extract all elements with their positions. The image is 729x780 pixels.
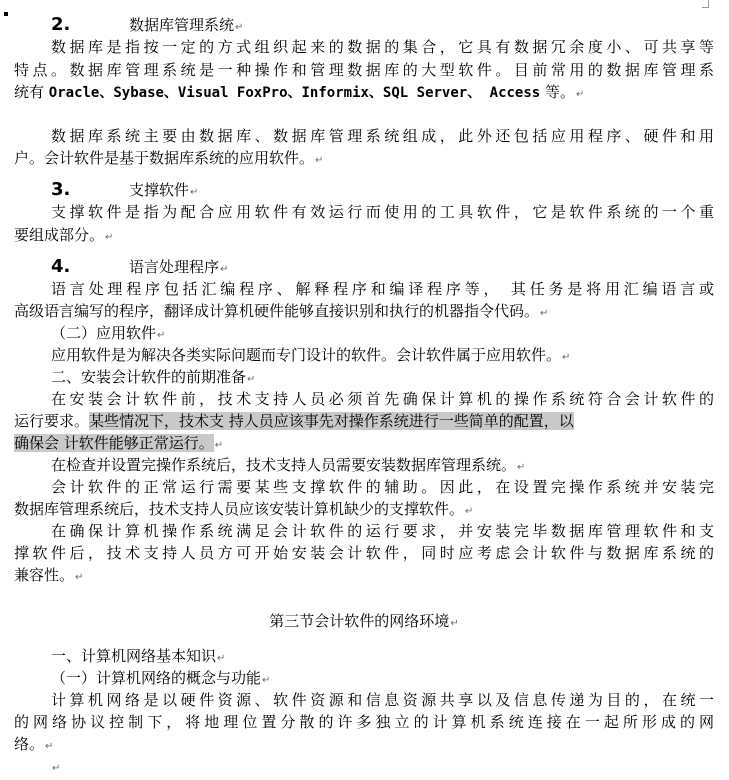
paragraph-mark-icon: ↵ bbox=[576, 89, 585, 100]
paragraph-mark-icon: ↵ bbox=[214, 440, 224, 451]
paragraph-line: 在确保计算机操作系统满足会计软件的运行要求，并安装完毕数据库管理软件和支 bbox=[51, 522, 714, 540]
subsection-title: （二）应用软件 bbox=[51, 324, 157, 342]
paragraph-mark-icon: ↵ bbox=[235, 22, 244, 33]
paragraph-mark-icon: ↵ bbox=[220, 264, 229, 275]
paragraph-line: 在安装会计软件前，技术支持人员必须首先确保计算机的操作系统符合会计软件的 bbox=[51, 390, 714, 408]
paragraph-mark-icon: ↵ bbox=[465, 506, 474, 517]
line-text: 兼容性。 bbox=[14, 566, 75, 584]
line-text: 户。会计软件是基于数据库系统的应用软件。 bbox=[14, 149, 315, 167]
section-title: 一、计算机网络基本知识 bbox=[51, 647, 217, 665]
paragraph-line bbox=[14, 81, 714, 106]
paragraph-mark-icon: ↵ bbox=[157, 330, 166, 341]
heading-number: 3. bbox=[51, 179, 71, 200]
paragraph-mark-icon: ↵ bbox=[450, 618, 459, 629]
line-text: 等。 bbox=[540, 83, 575, 101]
paragraph-line: 的网络协议控制下，将地理位置分散的许多独立的计算机系统连接在一起所形成的网 bbox=[14, 713, 714, 731]
line-text: 数据库管理系统后，技术支持人员应该安装计算机缺少的支撑软件。 bbox=[14, 500, 465, 518]
paragraph-mark-icon: ↵ bbox=[217, 653, 226, 664]
paragraph-line: 计算机网络是以硬件资源、软件资源和信息资源共享以及信息传递为目的，在统一 bbox=[51, 691, 714, 709]
selected-text[interactable]: 确保会 计软件能够正常运行。 bbox=[14, 434, 214, 452]
paragraph-mark-icon: ↵ bbox=[190, 187, 199, 198]
line-text: 统有 bbox=[14, 83, 49, 101]
software-names: Oracle、Sybase、Visual FoxPro、Informix、SQL Server、 Access bbox=[48, 85, 541, 101]
paragraph-mark-icon: ↵ bbox=[247, 374, 256, 385]
paragraph-mark-icon: ↵ bbox=[45, 741, 54, 752]
paragraph-mark-icon: ↵ bbox=[315, 155, 324, 166]
heading-title: 支撑软件 bbox=[129, 181, 190, 199]
line-text: 运行要求。 bbox=[14, 412, 90, 430]
paragraph-line: 数据库是指按一定的方式组织起来的数据的集合，它具有数据冗余度小、可共享等 bbox=[51, 38, 714, 56]
paragraph-mark-icon: ↵ bbox=[52, 763, 61, 774]
selected-text[interactable]: 某些情况下，技术支 持人员应该事先对操作系统进行一些简单的配置，以 bbox=[89, 412, 574, 430]
paragraph-mark-icon: ↵ bbox=[105, 232, 114, 243]
subsection-title: （一）计算机网络的概念与功能 bbox=[51, 669, 262, 687]
section-title: 二、安装会计软件的前期准备 bbox=[51, 368, 247, 386]
heading-number: 4. bbox=[51, 256, 71, 277]
empty-paragraph bbox=[14, 755, 714, 780]
line-text: 应用软件是为解决各类实际问题而专门设计的软件。会计软件属于应用软件。 bbox=[51, 346, 562, 364]
paragraph-mark-icon: ↵ bbox=[540, 308, 549, 319]
paragraph-mark-icon: ↵ bbox=[517, 462, 526, 473]
bullet-marker bbox=[4, 12, 8, 16]
paragraph-mark-icon: ↵ bbox=[75, 572, 84, 583]
paragraph-line: 数据库系统主要由数据库、数据库管理系统组成，此外还包括应用程序、硬件和用 bbox=[51, 127, 714, 145]
heading-title: 数据库管理系统 bbox=[129, 16, 235, 34]
paragraph-line bbox=[14, 147, 714, 172]
paragraph-line: 支撑软件是指为配合应用软件有效运行而使用的工具软件，它是软件系统的一个重 bbox=[51, 203, 714, 221]
page-corner-mark-horizontal bbox=[702, 7, 709, 8]
paragraph-line bbox=[14, 564, 714, 589]
line-text: 在检查并设置完操作系统后，技术支持人员需要安装数据库管理系统。 bbox=[51, 456, 517, 474]
line-text: 络。 bbox=[14, 735, 45, 753]
paragraph-line: 会计软件的正常运行需要某些支撑软件的辅助。因此，在设置完操作系统并安装完 bbox=[51, 478, 714, 496]
paragraph-line: 特点。数据库管理系统是一种操作和管理数据库的大型软件。目前常用的数据库管理系 bbox=[14, 61, 714, 79]
paragraph-mark-icon: ↵ bbox=[562, 352, 571, 363]
chapter-heading bbox=[14, 610, 714, 635]
paragraph-line bbox=[14, 410, 714, 432]
paragraph-line: 撑软件后，技术支持人员方可开始安装会计软件，同时应考虑会计软件与数据库系统的 bbox=[14, 544, 714, 562]
paragraph-line bbox=[14, 224, 714, 249]
paragraph-line: 语言处理程序包括汇编程序、解释程序和编译程序等， 其任务是将用汇编语言或 bbox=[51, 280, 714, 298]
heading-number: 2. bbox=[51, 14, 71, 35]
line-text: 高级语言编写的程序，翻译成计算机硬件能够直接识别和执行的机器指令代码。 bbox=[14, 302, 540, 320]
line-text: 要组成部分。 bbox=[14, 226, 105, 244]
paragraph-mark-icon: ↵ bbox=[262, 675, 271, 686]
chapter-title: 第三节会计软件的网络环境 bbox=[269, 612, 450, 630]
heading-title: 语言处理程序 bbox=[129, 258, 220, 276]
